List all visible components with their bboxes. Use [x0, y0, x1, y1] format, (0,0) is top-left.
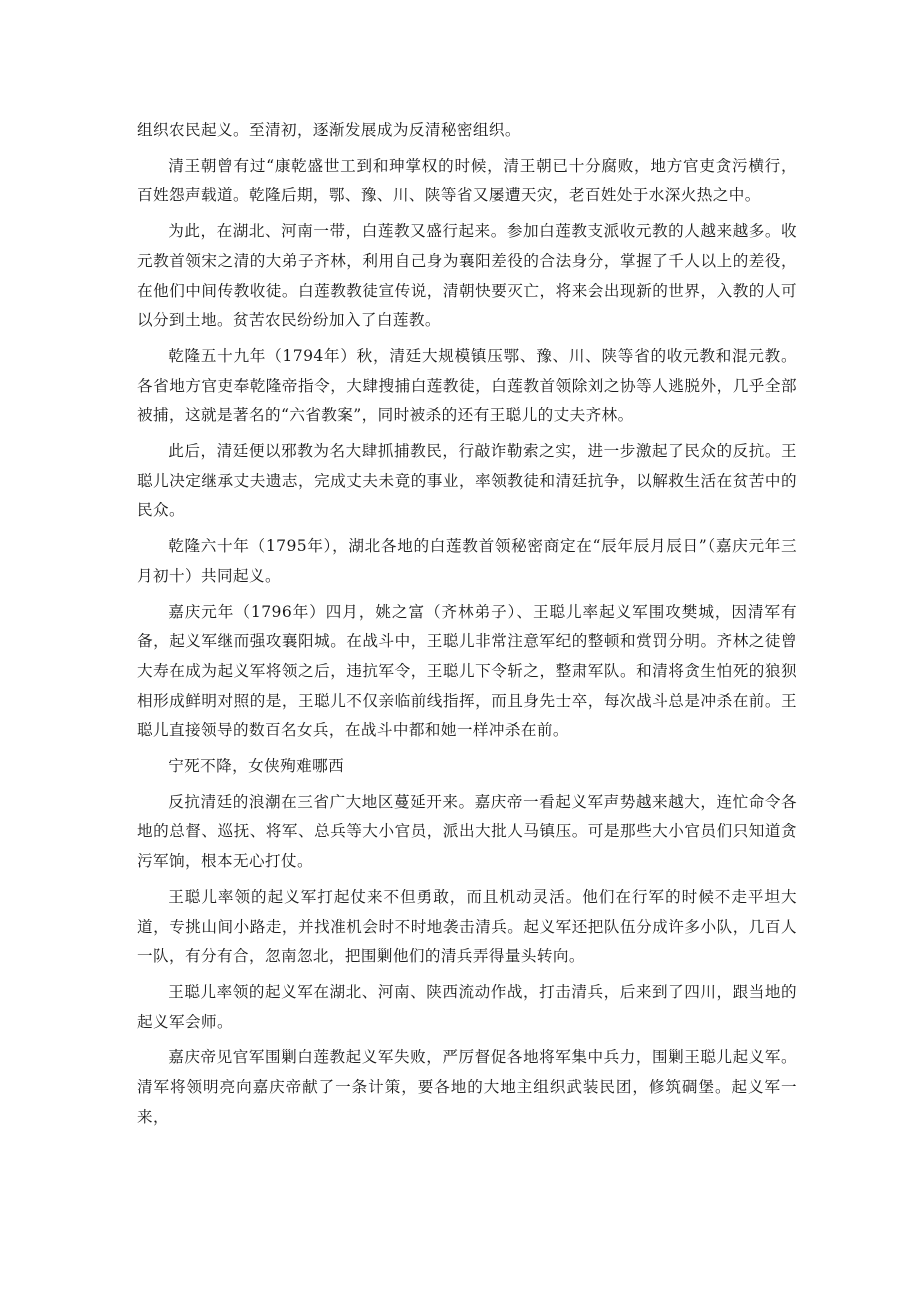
paragraph: 乾隆六十年（1795年），湖北各地的白莲教首领秘密商定在“辰年辰月辰日”（嘉庆元年三月初十）共同起义。	[137, 537, 797, 585]
paragraph: 王聪儿率领的起义军打起仗来不但勇敢，而且机动灵活。他们在行军的时候不走平坦大道，专挑山间小路走，并找准机会时不时地袭击清兵。起义军还把队伍分成许多小队，几百人一队，有分有合，忽南忽北，把围剿他们的清兵弄得量头转向。	[137, 887, 797, 966]
paragraph: 王聪儿率领的起义军在湖北、河南、陕西流动作战，打击清兵，后来到了四川，跟当地的起义军会师。	[137, 982, 797, 1031]
paragraph: 清王朝曾有过“康乾盛世工到和珅掌权的时候，清王朝已十分腐败，地方官吏贪污横行，百姓怨声载道。乾隆后期，鄂、豫、川、陕等省又屡遭天灾，老百姓处于水深火热之中。	[137, 156, 797, 205]
paragraph: 嘉庆帝见官军围剿白莲教起义军失败，严厉督促各地将军集中兵力，围剿王聪儿起义军。清军将领明亮向嘉庆帝献了一条计策，要各地的大地主组织武装民团，修筑碉堡。起义军一来，	[137, 1048, 797, 1126]
paragraph: 组织农民起义。至清初，逐渐发展成为反清秘密组织。	[137, 121, 521, 139]
paragraph: 反抗清廷的浪潮在三省广大地区蔓延开来。嘉庆帝一看起义军声势越来越大，连忙命令各地的总督、巡抚、将军、总兵等大小官员，派出大批人马镇压。可是那些大小官员们只知道贪污军饷，根本无心打仗。	[137, 792, 797, 871]
section-heading: 宁死不降，女侠殉难哪西	[168, 757, 345, 776]
paragraph: 乾隆五十九年（1794年）秋，清廷大规模镇压鄂、豫、川、陕等省的收元教和混元教。各省地方官吏奉乾隆帝指令，大肆搜捕白莲教徒，白莲教首领除刘之协等人逃脱外，几乎全部被捕，这就是著名的“六省教案”，同时被杀的还有王聪儿的丈夫齐林。	[137, 346, 797, 425]
body-text	[137, 116, 797, 1139]
paragraph: 此后，清廷便以邪教为名大肆抓捕教民，行敲诈勒索之实，进一步激起了民众的反抗。王聪儿决定继承丈夫遗志，完成丈夫未竟的事业，率领教徒和清廷抗争，以解救生活在贫苦中的民众。	[137, 442, 797, 520]
paragraph: 为此，在湖北、河南一带，白莲教又盛行起来。参加白莲教支派收元教的人越来越多。收元教首领宋之清的大弟子齐林，利用自己身为襄阳差役的合法身分，掌握了千人以上的差役，在他们中间传教收徒。白莲教教徒宣传说，清朝快要灭亡，将来会出现新的世界，入教的人可以分到土地。贫苦农民纷纷加入了白莲教。	[137, 222, 797, 330]
paragraph: 嘉庆元年（1796年）四月，姚之富（齐林弟子）、王聪儿率起义军围攻樊城，因清军有备，起义军继而强攻襄阳城。在战斗中，王聪儿非常注意军纪的整顿和赏罚分明。齐林之徒曾大寿在成为起义军将领之后，违抗军令，王聪儿下令斩之，整肃军队。和清将贪生怕死的狼狈相形成鲜明对照的是，王聪儿不仅亲临前线指挥，而且身先士卒，每次战斗总是冲杀在前。王聪儿直接领导的数百名女兵，在战斗中都和她一样冲杀在前。	[137, 602, 797, 740]
